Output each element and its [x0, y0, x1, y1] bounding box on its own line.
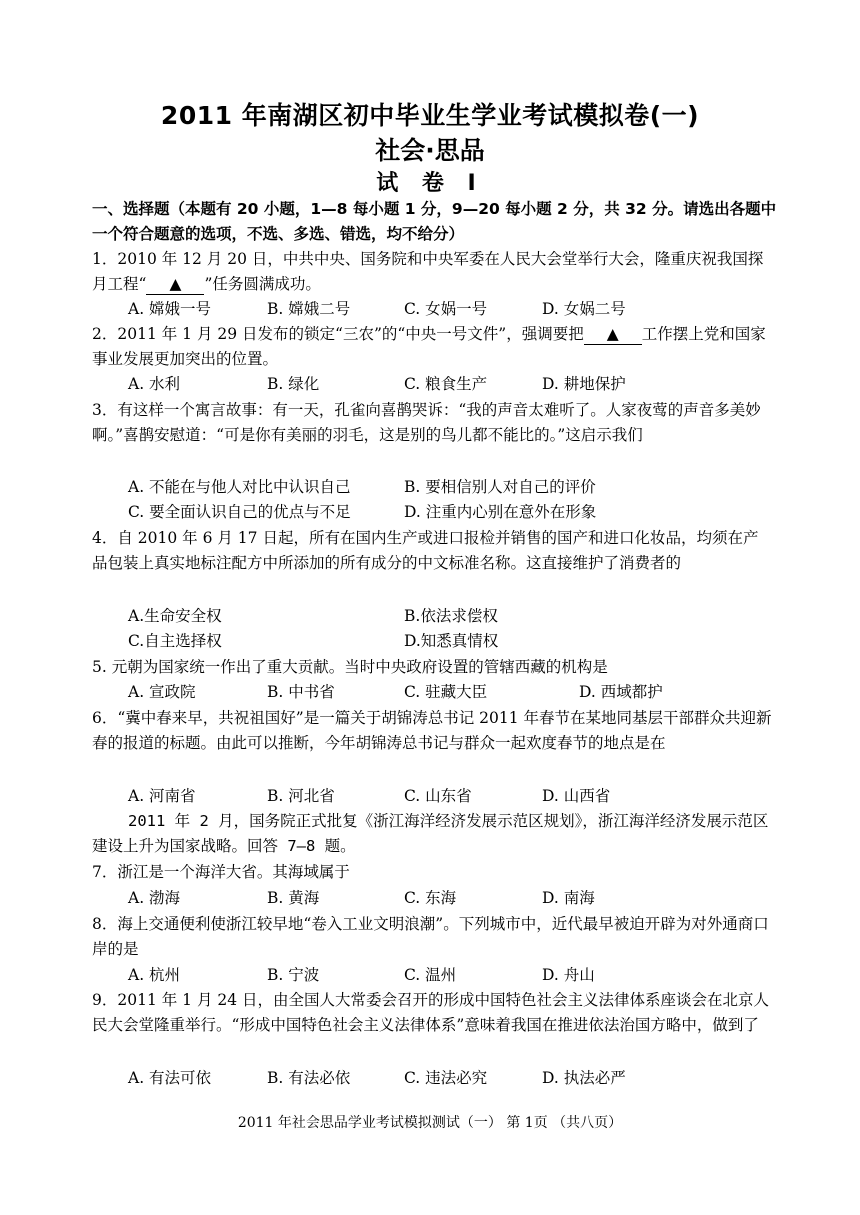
- question-3: 3．有这样一个寓言故事：有一天，孔雀向喜鹊哭诉：“我的声音太难听了。人家夜莺的声音多美妙啊。”喜鹊安慰道：“可是你有美丽的羽毛，这是别的鸟儿都不能比的。”这启示我们: [92, 401, 761, 444]
- option-c: C. 违法必究: [404, 1069, 488, 1087]
- question-4-options-row-2: [128, 629, 778, 654]
- option-d: D.知悉真情权: [404, 632, 499, 650]
- option-b: B. 有法必依: [267, 1069, 351, 1087]
- option-a: A. 有法可依: [128, 1069, 212, 1087]
- question-4-options-row-1: [128, 604, 778, 629]
- option-d: D. 南海: [542, 889, 595, 907]
- option-b: B. 宁波: [267, 966, 320, 984]
- question-2-stem-end: 工作摆上党和国家事业发展更加突出的位置。: [92, 325, 766, 368]
- option-a: A. 嫦娥一号: [128, 300, 212, 318]
- option-c: C. 东海: [404, 889, 457, 907]
- question-8: 8．海上交通便利使浙江较早地“卷入工业文明浪潮”。下列城市中，近代最早被迫开辟为对外通商口岸的是: [92, 915, 769, 958]
- option-c: C. 要全面认识自己的优点与不足: [128, 503, 351, 521]
- question-6: 6．“冀中春来早，共祝祖国好”是一篇关于胡锦涛总书记 2011 年春节在某地同基层干部群众共迎新春的报道的标题。由此可以推断，今年胡锦涛总书记与群众一起欢度春节的地点是在: [92, 709, 772, 752]
- option-a: A. 宣政院: [128, 683, 196, 701]
- answer-blank: ▲: [584, 324, 642, 345]
- question-2-options: [128, 372, 778, 397]
- question-7: 7．浙江是一个海洋大省。其海域属于: [92, 863, 350, 881]
- question-1-stem-end: ”任务圆满成功。: [204, 275, 321, 293]
- option-d: D. 西域都护: [579, 683, 663, 701]
- subject-title: 社会·思品: [375, 136, 485, 165]
- option-b: B. 嫦娥二号: [267, 300, 351, 318]
- question-2-stem-start: 2．2011 年 1 月 29 日发布的锁定“三农”的“中央一号文件”，强调要把: [92, 325, 584, 343]
- option-d: D. 耕地保护: [542, 375, 626, 393]
- option-c: C. 粮食生产: [404, 375, 488, 393]
- option-b: B. 绿化: [267, 375, 320, 393]
- section-heading: 一、选择题（本题有 20 小题，1—8 每小题 1 分，9—20 每小题 2 分，共 32 分。请选出各题中一个符合题意的选项，不选、多选、错选，均不给分）: [92, 200, 777, 243]
- paper-label: 试 卷 Ⅰ: [376, 171, 484, 196]
- option-a: A. 河南省: [128, 787, 196, 805]
- question-2: [92, 322, 772, 372]
- question-3-options-row-2: [128, 500, 778, 525]
- option-c: C. 温州: [404, 966, 457, 984]
- question-6-options: [128, 784, 778, 809]
- option-d: D. 山西省: [542, 787, 611, 805]
- option-a: A. 渤海: [128, 889, 181, 907]
- option-d: D. 执法必严: [542, 1069, 626, 1087]
- option-d: D. 注重内心别在意外在形象: [404, 503, 597, 521]
- exam-title: 2011 年南湖区初中毕业生学业考试模拟卷(一): [160, 101, 700, 130]
- page-footer: 2011 年社会思品学业考试模拟测试（一） 第 1页 （共八页）: [237, 1115, 623, 1131]
- option-b: B. 中书省: [267, 683, 335, 701]
- question-5-options: [128, 680, 778, 705]
- question-1-options: [128, 297, 778, 322]
- option-b: B. 黄海: [267, 889, 320, 907]
- option-c: C. 驻藏大臣: [404, 683, 488, 701]
- option-b: B.依法求偿权: [404, 607, 498, 625]
- option-a: A. 杭州: [128, 966, 181, 984]
- question-9: 9．2011 年 1 月 24 日，由全国人大常委会召开的形成中国特色社会主义法律体系座谈会在北京人民大会堂隆重举行。“形成中国特色社会主义法律体系”意味着我国在推进依法治国方略中，做到了: [92, 991, 770, 1034]
- option-c: C.自主选择权: [128, 632, 222, 650]
- option-c: C. 女娲一号: [404, 300, 488, 318]
- question-5: 5. 元朝为国家统一作出了重大贡献。当时中央政府设置的管辖西藏的机构是: [92, 658, 608, 676]
- option-a: A.生命安全权: [128, 607, 222, 625]
- option-d: D. 舟山: [542, 966, 595, 984]
- question-9-options: [128, 1066, 778, 1091]
- option-b: B. 河北省: [267, 787, 335, 805]
- option-b: B. 要相信别人对自己的评价: [404, 478, 596, 496]
- question-4: 4．自 2010 年 6 月 17 日起，所有在国内生产或进口报检并销售的国产和进口化妆品，均须在产品包装上真实地标注配方中所添加的所有成分的中文标准名称。这直接维护了消费者的: [92, 529, 759, 572]
- option-a: A. 水利: [128, 375, 181, 393]
- answer-blank: ▲: [146, 274, 204, 295]
- question-7-options: [128, 886, 778, 911]
- question-1: [92, 247, 772, 297]
- question-8-options: [128, 963, 778, 988]
- option-a: A. 不能在与他人对比中认识自己: [128, 478, 351, 496]
- option-c: C. 山东省: [404, 787, 472, 805]
- reading-passage: 2011 年 2 月，国务院正式批复《浙江海洋经济发展示范区规划》，浙江海洋经济发展示范区建设上升为国家战略。回答 7—8 题。: [92, 812, 769, 855]
- question-3-options-row-1: [128, 475, 778, 500]
- option-d: D. 女娲二号: [542, 300, 626, 318]
- question-1-stem-start: 1．2010 年 12 月 20 日，中共中央、国务院和中央军委在人民大会堂举行大会，隆重庆祝我国探月工程“: [92, 250, 764, 293]
